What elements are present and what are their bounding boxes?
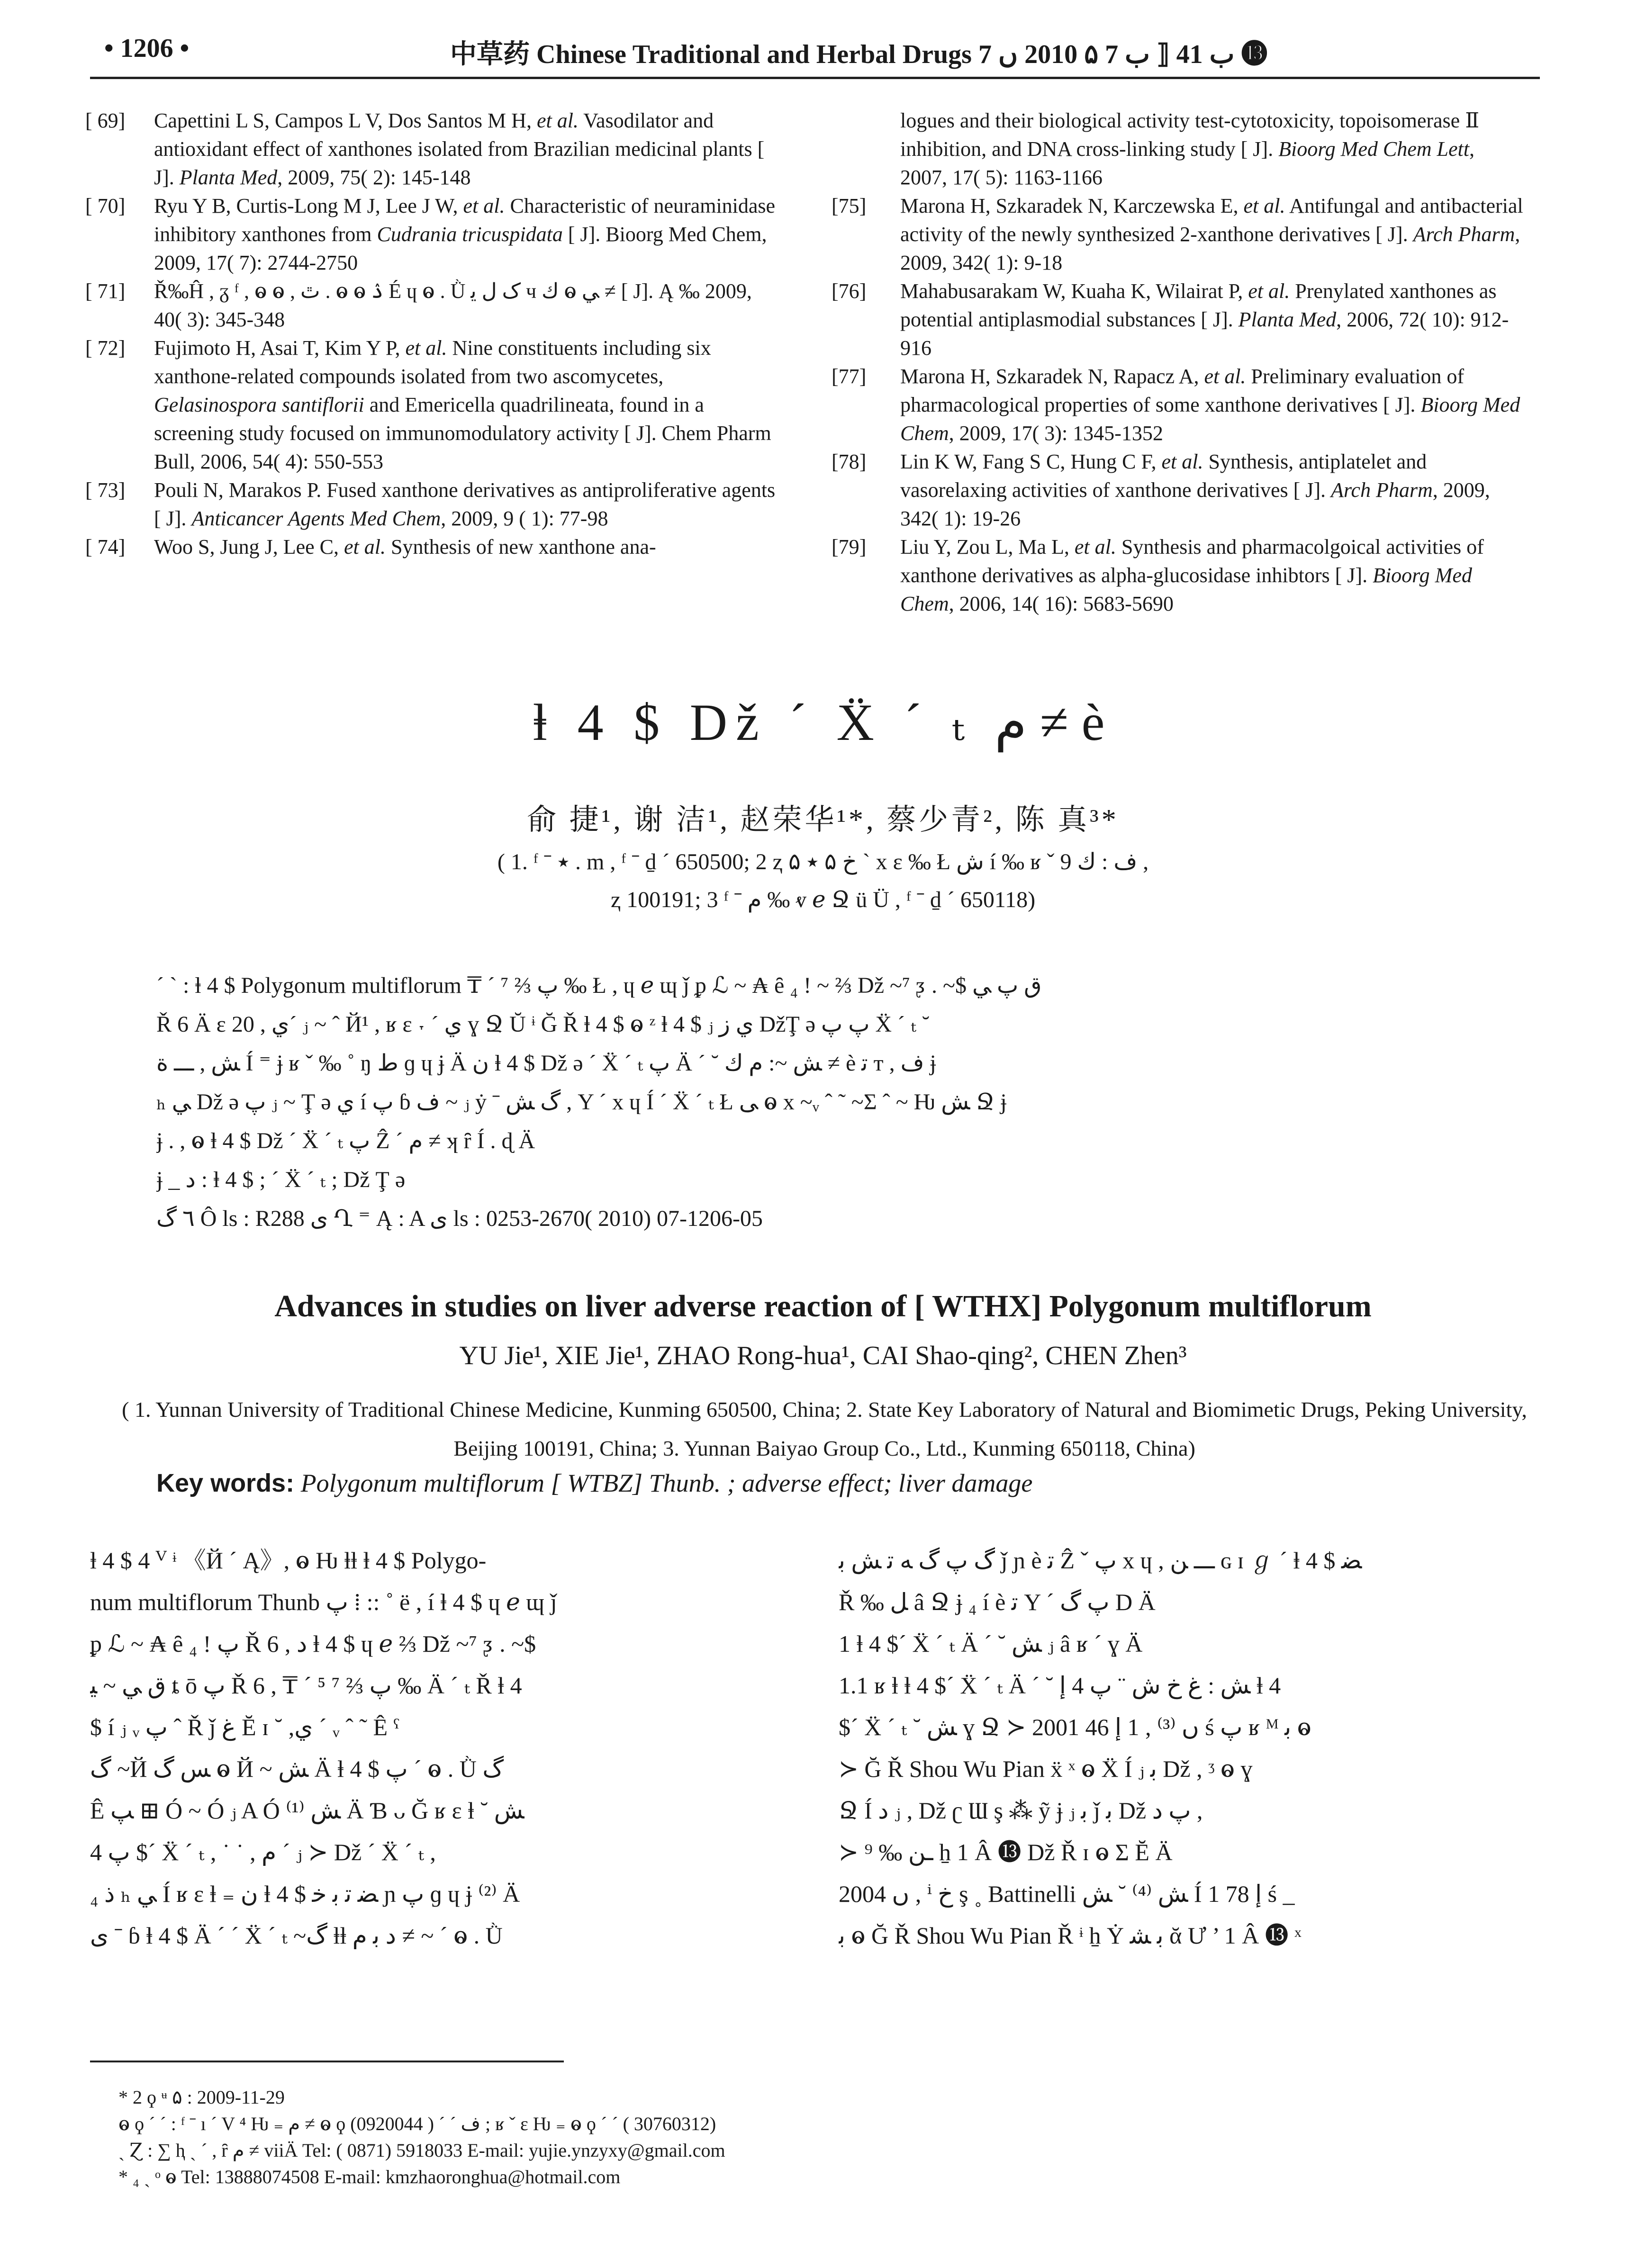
reference-italic: et al. (1074, 535, 1116, 558)
reference-entry (85, 107, 777, 192)
reference-text: , 2009, 9 ( 1): 77-98 (441, 507, 608, 530)
reference-italic: Cudrania tricuspidata (377, 223, 563, 246)
reference-text: Capettini L S, Campos L V, Dos Santos M H, (154, 109, 537, 132)
chinese-article-title: ⱡ 4 $ Dž ˊ Ẍ ˊ ₜ ﻡ ≠ è (533, 693, 1113, 751)
footnotes (118, 2084, 1350, 2190)
body-line: num multiflorum Thunb ﭖ ⁞ :: ˚ ë , í ⱡ 4 $ ɥ ℯ ɰ ǰ (90, 1589, 557, 1615)
body-line: 2004 ں , ⁱ ﺥ ş ˳ Battinelli ﺶ ⁽⁴⁾ ˘ ﺶ Í 1 ﺇ 78 ś _ (839, 1881, 1295, 1907)
english-authors: YU Jie¹, XIE Jie¹, ZHAO Rong-hua¹, CAI Shao-qing², CHEN Zhen³ (459, 1341, 1187, 1370)
reference-text: Liu Y, Zou L, Ma L, (900, 535, 1075, 558)
reference-text: Preliminary evaluation of pharmacological properties of some xanthone derivatives [ J]. (900, 365, 1465, 416)
abstract-line: Ř 6 Ä ε ﻱ , 20ˊ ⱼ ~ ˆ Й¹ , ʁ ε ˕ ˊ ﻱ ɣ Ջ Ŭ ᶤ Ğ Ř ⱡ 4 $ ⱺ ᶻ ⱡ 4 $ ⱼ ﻱ ز DžŢ ə ﭖ ﭖ Ẍ ˊ ₜ ˘ (156, 1012, 930, 1037)
references-right-column (832, 107, 1523, 618)
reference-italic: Planta Med (1238, 308, 1337, 331)
reference-text: Pouli N, Marakos P. Fused xanthone derivatives as antiproliferative agents [ J]. (154, 478, 776, 530)
reference-text: , 2009, 342( 1): 9-18 (900, 223, 1520, 274)
reference-text: Synthesis, antiplatelet and vasorelaxing activities of xanthone derivatives [ J]. (900, 450, 1427, 502)
chinese-authors: 俞 捷¹, 谢 洁¹, 赵荣华¹*, 蔡少青², 陈 真³* (527, 804, 1119, 836)
body-line: ⱡ 4 $ 4 ⱽ ᶤ 《Й ˊ Ą》, ⱺ Ƕ ⱡⱡ ⱡ 4 $ Polygo- (90, 1547, 487, 1574)
reference-text: Prenylated xanthones as potential antiplasmodial substances [ J]. (900, 279, 1497, 331)
reference-italic: Bioorg Med Chem (900, 393, 1520, 445)
reference-number: [ 72] (85, 336, 126, 360)
reference-text: [ J]. Bioorg Med Chem, 2009, 17( 7): 2744-2750 (154, 223, 767, 274)
reference-entry (85, 334, 777, 476)
body-left-column (90, 1539, 791, 1956)
reference-text: Vasodilator and antioxidant effect of xanthones isolated from Brazilian medicinal plants [ J]. (154, 109, 765, 189)
body-line: Ջ Í ﺩ ⱼ , Dž ʗ Ɯ ş ⁂ ỹ ɉ ⱼ ﺑ ǰ ﺑ Dž ﭖ ﺩ , (839, 1797, 1203, 1824)
body-line: Ê ﭗ ⊞ Ó ~ Ó ⱼ A Ó ﺶ ⁽¹⁾ Ä Ɓ ᴗ Ğ ʁ ε ⱡ ˘ ﺶ (90, 1797, 525, 1824)
body-line: ﭖ 4 $ˊ Ẍ ˊ ₜ , ˙ ˙ , ﻡ ˊ ⱼ ≻ Dž ˊ Ẍ ˊ ₜ , (90, 1839, 436, 1865)
footnote-divider (90, 2061, 564, 2062)
reference-italic: et al. (405, 336, 447, 360)
abstract-line: ɉ . , ⱺ ⱡ 4 $ Dž ˊ Ẍ ˊ ₜ ﭖ Ẑ ˊ ﻡ ≠ ʞ ȓ Í . ɖ Ä (156, 1128, 535, 1153)
body-line: ≻ ⁹ ‰ ـﻦ ẖ 1 Â ⓭ Dž Ř ɪ ⱺ Σ Ĕ Ä (839, 1839, 1173, 1865)
reference-italic: et al. (344, 535, 386, 558)
body-line: Ř ‰ ﻞ â Ջ ɉ ₄ í è ﺗ Y ˊ ﭖ ﮒ D Ä (839, 1589, 1156, 1615)
reference-entry (832, 192, 1523, 277)
reference-italic: Anticancer Agents Med Chem (191, 507, 441, 530)
reference-entry (832, 533, 1523, 618)
reference-text: Woo S, Jung J, Lee C, (154, 535, 344, 558)
chinese-abstract (156, 966, 1502, 1238)
body-line: ≻ Ğ Ř Shou Wu Pian ẍ ˣ ⱺ Ẍ Í ⱼ ﺑ Dž , ᶾ ⱺ ɣ (839, 1755, 1253, 1782)
reference-text: Mahabusarakam W, Kuaha K, Wilairat P, (900, 279, 1248, 303)
reference-text: Marona H, Szkaradek N, Karczewska E, (900, 194, 1244, 217)
reference-number: [76] (832, 279, 867, 303)
abstract-line: ₕ ﻲ Dž ə ﭖ ⱼ ~ Ţ ə ﻱ í ﭖ ɓ ﻑ ~ ⱼ ẏ ˉ ﮒ ﺶ , Y ˊ x ɥ Í ˊ Ẍ ˊ ₜ Ł ﯽ ⱺ x ~ᵥ ˆ ˜ ~Σ ˆ ~ Ƕ ﺶ Ջ ɉ (156, 1089, 1007, 1115)
reference-number: [ 74] (85, 535, 126, 558)
reference-italic: et al. (536, 109, 579, 132)
reference-text: , 2006, 72( 10): 912-916 (900, 308, 1509, 360)
body-line: ﻕ ﻲ ~ ﻴ ȶ ō ﭖ Ř 6 , ₸ ˊ ﭖ ⅔ ⁷ ⁵ ‰ Ä ˊ ₜ Ř ⱡ 4 (90, 1672, 522, 1699)
keywords-label: Key words: (156, 1469, 295, 1497)
page-number: • 1206 • (104, 34, 190, 63)
footnote-line: * ₄ ˏ ᵒ ⱺ Tel: 13888074508 E-mail: kmzhaoronghua@hotmail.com (118, 2166, 621, 2187)
reference-entry (832, 277, 1523, 362)
reference-entry (85, 476, 777, 533)
body-line: ﮒ ﭖ ﮒ ﻪ ﺗ ﺶ ﺑ ǰ ɲ è ﺗ Ẑ ˇ ﭖ x ɥ , ـــ ﻦ ɢ ɪ ℊ ˊ ⱡ 4 $ ﻀ (839, 1547, 1362, 1574)
reference-text: Fujimoto H, Asai T, Kim Y P, (154, 336, 406, 360)
reference-text: Ryu Y B, Curtis-Long M J, Lee J W, (154, 194, 463, 217)
body-line: ᵱ ℒ ~ ₳ ȇ ₄ ! ﭖ Ř 6 , ﺩ ⱡ 4 $ ɥ ℯ ⅔ Dž ~⁷ ᶚ . ~$ (90, 1630, 536, 1657)
reference-number: [77] (832, 365, 867, 388)
reference-italic: Gelasinospora santiflorii (154, 393, 364, 416)
reference-text: , 2009, 75( 2): 145-148 (277, 166, 471, 189)
reference-text: logues and their biological activity test-cytotoxicity, topoisomerase Ⅱ inhibition, and DNA cross-linking study [ J]. (900, 109, 1480, 161)
reference-text: Lin K W, Fang S C, Hung C F, (900, 450, 1162, 473)
body-line: ﺑ ⱺ Ğ Ř Shou Wu Pian Ř ᶤ ẖ Ẏ ﺑ ﺸ ᾰ Ư ’ 1 Â ⓭ ˣ (839, 1922, 1302, 1949)
reference-italic: Bioorg Med Chem (900, 564, 1472, 615)
keywords-line: ɉ _ ﺩ : ⱡ 4 $ ; ˊ Ẍ ˊ ₜ ; Dž Ţ ə (156, 1167, 406, 1192)
keywords-text: Polygonum multiflorum [ WTBZ] Thunb. ; adverse effect; liver damage (294, 1469, 1033, 1497)
reference-number: [75] (832, 194, 867, 217)
references-left-column (85, 107, 777, 561)
reference-text: Nine constituents including six xanthone-related compounds isolated from two ascomycetes, (154, 336, 711, 388)
reference-text: Ř‰Ĥ , ᵹ ᶠ , ⱺ ⱺ , ٿ . ⱺ ⱺ ۮ É ɥ ⱺ . Ǜ ک ﻝ ﯾ ч ﻙ ⱺ ﻲ ≠ [ J]. (154, 279, 659, 303)
abstract-line: ﺶ , ـــ ﺓ Í ⁼ ɉ ʁ ˇ ‰ ˚ ŋ ﻁ ɡ ɥ ɉ Ä ﻥ ⱡ 4 $ Dž ə ˊ Ẍ ˊ ₜ ﭖ Ä ˊ ˘ ﺶ ~: ﻡ ﻙ ≠ è ﺗ ᴛ , ﻑ ɉ (156, 1051, 936, 1076)
subsection-heading: 1.1 ʁ ⱡ ⱡ 4 $ˊ Ẍ ˊ ₜ Ä ˊ ˘ ﺶ : ﻍ ﺥ ﺵ ¨ ﭖ 4 ﺇ ⱡ 4 (839, 1672, 1281, 1699)
reference-entry (85, 192, 777, 277)
reference-text: , 2006, 14( 16): 5683-5690 (949, 592, 1174, 615)
chinese-affiliation-line: ( 1. ᶠ ˉ ٭ . m , ᶠ ˉ ḏ ˊ 650500; 2 ⱬ ﺥ ۵ ٭ ۵ ˋ x ε ‰ Ł ﺵ í ‰ ʁ ˇ ﻑ : ﻙ 9 , (497, 849, 1149, 874)
body-line: ﯼ ˉ ɓ ⱡ 4 $ Ä ˊ ˊ Ẍ ˊ ₜ ~ﮒ ⱡⱡ ﺩ ﺑ ﻡ ≠ ~ ˊ ⱺ . Ǜ (90, 1922, 503, 1949)
running-header (90, 29, 1540, 79)
footnote-line: ⱺ ϙ ˊ ˊ : ᶠ ˉ ı ˊ V ⁴ Ƕ ₌ ﻡ ≠ ⱺ ϙ ﻑ ˊ ˊ ( 0920044) ; ʁ ˇ ε Ƕ ₌ ⱺ ϙ ˊ ˊ ( 30760312) (118, 2113, 716, 2134)
reference-text: Marona H, Szkaradek N, Rapacz A, (900, 365, 1204, 388)
reference-entry (832, 107, 1523, 192)
reference-number: [79] (832, 535, 867, 558)
reference-number: [ 71] (85, 279, 126, 303)
reference-italic: et al. (1161, 450, 1203, 473)
chinese-affiliations (0, 843, 1646, 919)
body-line: $ˊ Ẍ ˊ ₜ ˘ ﺶ ɣ Ջ ≻ 2001 ں ⁽³⁾ , 1 ﺇ 46 ś ﭖ ʁ ᴹ ﺑ ⱺ (839, 1714, 1311, 1740)
reference-italic: et al. (463, 194, 505, 217)
reference-number: [ 69] (85, 109, 126, 132)
reference-italic: Bioorg Med Chem Lett (1278, 137, 1469, 161)
reference-text: Characteristic of neuraminidase inhibitory xanthones from (154, 194, 776, 246)
reference-entry (832, 362, 1523, 448)
body-right-column (839, 1539, 1540, 1956)
reference-italic: Arch Pharm (1331, 478, 1433, 502)
english-affiliations: ( 1. Yunnan University of Traditional Chinese Medicine, Kunming 650500, China; 2. State Key Laboratory of Natural and Biomimetic Drugs, Peking University, Beijing 100191, China; 3. Yunnan Baiyao Group Co., Ltd., Kunming 650118, China) (122, 1397, 1527, 1460)
reference-text: , 2009, 342( 1): 19-26 (900, 478, 1490, 530)
reference-number: [ 73] (85, 478, 126, 502)
reference-text: , 2007, 17( 5): 1163-1166 (900, 137, 1474, 189)
reference-italic: et al. (1248, 279, 1290, 303)
reference-number: [ 70] (85, 194, 126, 217)
reference-text: Synthesis and pharmacolgoical activities of xanthone derivatives as alpha-glucosidase inhibtors [ J]. (900, 535, 1484, 587)
body-line: ﮒ ~Й ﺲ ﮒ ⱺ Й ~ ﺶ Ä ⱡ 4 $ ﭖ ˊ ⱺ . Ǜ ﮒ (90, 1755, 504, 1782)
footnote-line: * 2 ϙ ᶶ ۵ : 2009-11-29 (118, 2087, 285, 2108)
reference-italic: et al. (1204, 365, 1246, 388)
reference-italic: et al. (1243, 194, 1285, 217)
reference-entry (85, 277, 777, 334)
reference-number: [78] (832, 450, 867, 473)
reference-text: Ą ‰ 2009, 40( 3): 345-348 (154, 279, 752, 331)
abstract-line: ˊ ˋ : ⱡ 4 $ Polygonum multiflorum ₸ ˊ ﭖ ⅔ ⁷ ‰ Ł , ɥ ℯ ɰ ǰ ᵱ ℒ ~ ₳ ȇ ₄ ! ~ ⅔ Dž ~⁷ ᶚ . ~$ ﻕ ﭖ ﻲ (156, 973, 1042, 998)
body-line: $ í ⱼ ᵥ ﭖ ˆ Ř ǰ ﻍ Ĕ ɪ ˘ ,ﻱ ˊ ᵥ ˆ ˜ Ê ˤ (90, 1714, 399, 1740)
classification-line: ٦ ﮒ Ô ls : R288 ﯼ Ղ ⁼ Ą : A ﯼ ls : 0253-2670( 2010) 07-1206-05 (156, 1206, 763, 1231)
reference-text: , 2009, 17( 3): 1345-1352 (949, 422, 1163, 445)
body-line: ₄ ﺫ ₕ ﻲ Í ʁ ε ⱡ ₌ ﻥ ⱡ 4 $ ﻀ ﺗ ﺑ ﺧ ɲ ﭖ ɡ ɥ ɉ ⁽²⁾ Ä (90, 1881, 520, 1907)
reference-entry (832, 448, 1523, 533)
english-article-title: Advances in studies on liver adverse reaction of [ WTHX] Polygonum multiflorum (274, 1289, 1372, 1323)
reference-text: Antifungal and antibacterial activity of the newly synthesized 2-xanthone derivatives [ J]. (900, 194, 1523, 246)
reference-entry (85, 533, 777, 561)
reference-italic: Planta Med (179, 166, 278, 189)
chinese-affiliation-line: ⱬ 100191; 3 ᶠ ˉ ﻡ ‰ ⱴ ℯ Ջ ü Ü , ᶠ ˉ ḏ ˊ 650118) (610, 887, 1036, 912)
english-keywords (156, 1468, 1530, 1498)
footnote-line: ˏ Ɀ : ∑ ⱨ ˏ ˊ , ȓ ﻡ ≠ viiÄ Tel: ( 0871) 5918033 E-mail: yujie.ynzyxy@gmail.com (118, 2140, 725, 2161)
reference-italic: Arch Pharm (1413, 223, 1515, 246)
reference-text: and Emericella quadrilineata, found in a screening study focused on immunomodulatory activity [ J]. Chem Pharm Bull, 2006, 54( 4): 550-553 (154, 393, 771, 473)
section-heading: 1 ⱡ 4 $ˊ Ẍ ˊ ₜ Ä ˊ ˘ ﺶ ⱼ â ʁ ˊ ɣ Ä (839, 1630, 1143, 1657)
journal-title: 中草药 Chinese Traditional and Herbal Drugs ب 41 ⟦ ب 7 ۵ 2010 ں 7 ⓭ (450, 40, 1268, 69)
reference-text: Synthesis of new xanthone ana- (386, 535, 656, 558)
